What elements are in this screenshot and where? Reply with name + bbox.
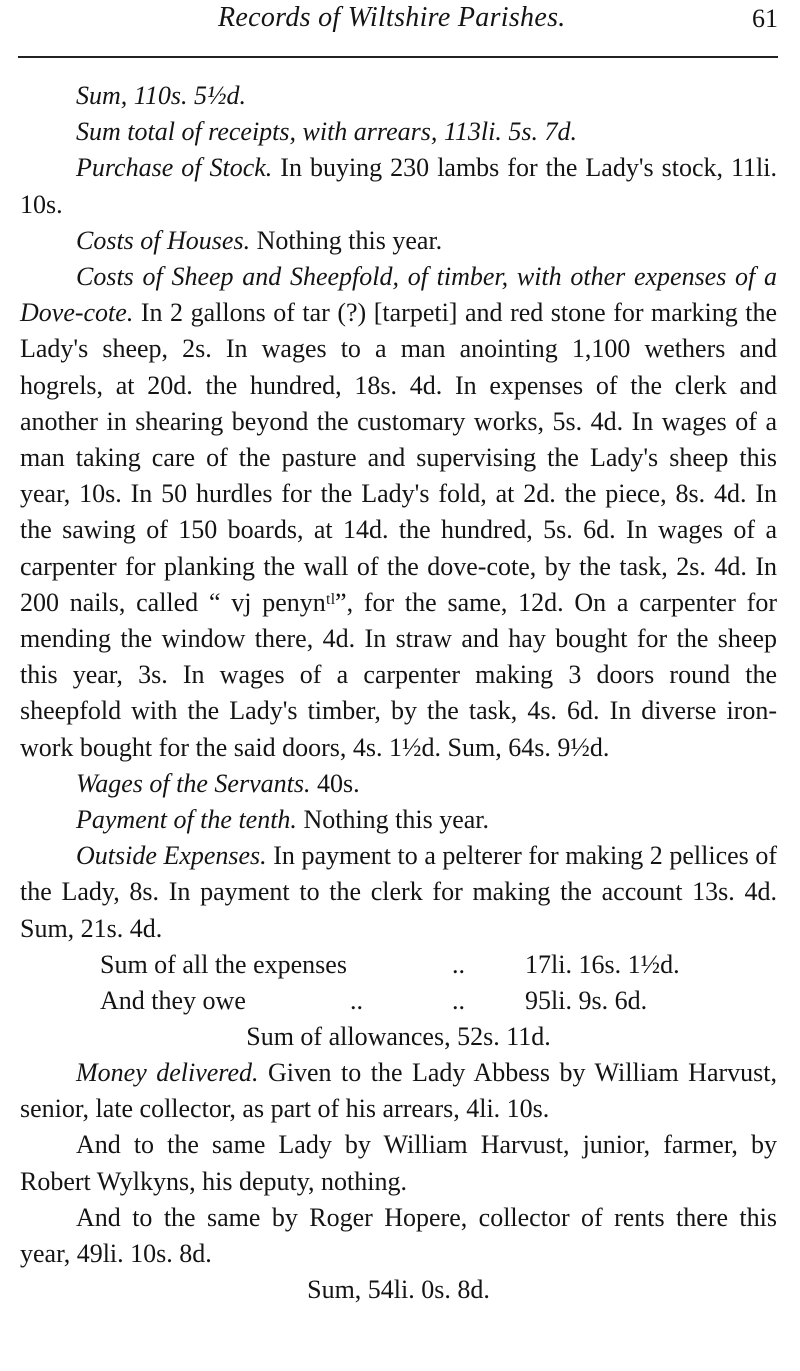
owe-dots-2: ..	[452, 985, 465, 1015]
wages-paragraph	[20, 766, 777, 802]
sheep-paragraph	[20, 259, 777, 766]
money-text: Given to the Lady Abbess by William Harvust, senior, late collector, as part of his arrears, 4li. 10s.	[20, 1058, 778, 1124]
header-rule	[18, 56, 778, 58]
sum-line: Sum, 110s. 5½d.	[76, 81, 246, 110]
running-title: Records of Wiltshire Parishes.	[218, 2, 566, 33]
expenses-label: Sum of all the expenses	[100, 949, 347, 979]
page-body	[20, 78, 777, 1309]
outside-paragraph	[20, 838, 777, 947]
money-heading: Money delivered.	[76, 1058, 259, 1088]
sheep-text: In 2 gallons of tar (?) [tarpeti] and red stone for marking the Lady's sheep, 2s. In wages to a man anointing 1,100 wethers and hogrels, at 20d. the hundred, 18s. 4d. In expenses of the clerk and another in shearing beyond the customary works, 5s. 4d. In wages of a man taking care of the pasture and supervising the Lady's sheep this year, 10s. In 50 hurdles for the Lady's fold, at 2d. the piece, 8s. 4d. In the sawing of 150 boards, at 14d. the hundred, 5s. 6d. In wages of a carpenter for planking the wall of the dove-cote, by the task, 2s. 4d. In 200 nails, called “ vj penynᵗˡ”, for the same, 12d. On a carpenter for mending the window there, 4d. In straw and hay bought for the sheep this year, 3s. In wages of a carpenter making 3 doors round the sheepfold with the Lady's timber, by the task, 4s. 6d. In diverse iron-work bought for the said doors, 4s. 1½d. Sum, 64s. 9½d.	[20, 298, 777, 762]
owe-value: 95li. 9s. 6d.	[525, 985, 648, 1015]
sum-total-line: Sum total of receipts, with arrears, 113li. 5s. 7d.	[76, 117, 577, 147]
money-paragraph-3: And to the same by Roger Hopere, collector of rents there this year, 49li. 10s. 8d.	[20, 1202, 777, 1269]
page-number: 61	[752, 4, 778, 33]
purchase-heading: Purchase of Stock.	[76, 153, 273, 183]
final-sum-line: Sum, 54li. 0s. 8d.	[307, 1275, 490, 1305]
outside-heading: Outside Expenses.	[76, 841, 267, 871]
wages-heading: Wages of the Servants.	[76, 768, 311, 798]
houses-heading: Costs of Houses.	[76, 225, 251, 255]
wages-text: 40s.	[310, 768, 360, 798]
houses-paragraph	[20, 223, 777, 259]
money-paragraph-2: And to the same Lady by William Harvust, junior, farmer, by Robert Wylkyns, his deputy, nothing.	[20, 1130, 777, 1196]
tenth-heading: Payment of the tenth.	[76, 805, 297, 835]
page-header	[0, 0, 800, 50]
allowances-line: Sum of allowances, 52s. 11d.	[246, 1021, 551, 1051]
houses-text: Nothing this year.	[250, 225, 443, 255]
tenth-text: Nothing this year.	[296, 805, 490, 835]
purchase-text: In buying 230 lambs for the Lady's stock, 11li. 10s.	[20, 153, 778, 219]
money-paragraph	[20, 1055, 777, 1127]
expenses-row	[20, 947, 777, 983]
outside-text: In payment to a pelterer for making 2 pellices of the Lady, 8s. In payment to the clerk for making the account 13s. 4d. Sum, 21s. 4d.	[20, 841, 777, 943]
sums-table	[20, 947, 777, 1019]
tenth-paragraph	[20, 802, 777, 838]
expenses-value: 17li. 16s. 1½d.	[525, 949, 680, 979]
owe-label: And they owe	[100, 985, 246, 1015]
purchase-paragraph	[20, 150, 777, 222]
owe-dots-1: ..	[350, 985, 363, 1015]
owe-row	[20, 983, 777, 1019]
expenses-dots: ..	[452, 949, 465, 979]
sheep-heading: Costs of Sheep and Sheepfold, of timber, with other expenses of a Dove-cote.	[20, 262, 777, 328]
